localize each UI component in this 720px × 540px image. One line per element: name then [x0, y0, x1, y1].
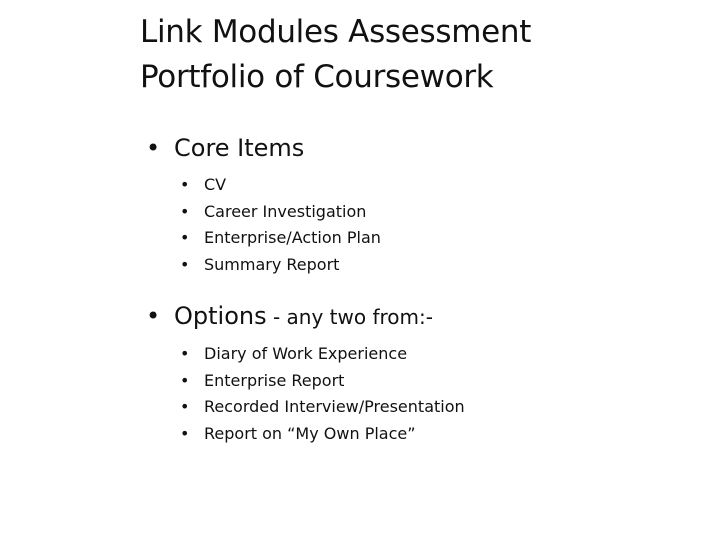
core-items-list [146, 172, 706, 279]
list-item-text: Enterprise/Action Plan [204, 228, 381, 248]
list-item-text: Career Investigation [204, 201, 367, 221]
bullet-icon: • [180, 228, 190, 248]
core-items-heading-text: Core Items [174, 134, 305, 162]
bullet-icon: • [180, 201, 190, 221]
options-section [146, 300, 706, 448]
list-item [146, 199, 706, 226]
list-item [146, 394, 706, 421]
list-item-text: Recorded Interview/Presentation [204, 397, 465, 417]
options-heading-text: Options [174, 302, 267, 330]
list-item [146, 421, 706, 448]
options-heading [146, 300, 706, 333]
list-item [146, 225, 706, 252]
bullet-icon: • [180, 370, 190, 390]
options-list [146, 341, 706, 448]
list-item [146, 368, 706, 395]
bullet-icon: • [180, 175, 190, 194]
list-item-text: Summary Report [204, 255, 340, 275]
title-line-2: Portfolio of Coursework [140, 59, 494, 95]
bullet-icon: • [146, 302, 161, 330]
list-item-text: Report on “My Own Place” [204, 424, 416, 444]
core-items-section [146, 132, 706, 279]
bullet-icon: • [180, 255, 190, 275]
title-line-1: Link Modules Assessment [140, 14, 532, 50]
bullet-icon: • [180, 424, 190, 444]
options-heading-suffix: - any two from:- [266, 305, 433, 329]
list-item-text: Enterprise Report [204, 370, 345, 390]
list-item [146, 252, 706, 279]
list-item [146, 172, 706, 199]
list-item-text: CV [204, 175, 227, 194]
list-item-text: Diary of Work Experience [204, 344, 408, 363]
page-title [140, 10, 700, 100]
list-item [146, 341, 706, 368]
bullet-icon: • [180, 344, 190, 363]
core-items-heading [146, 132, 706, 164]
bullet-icon: • [146, 134, 161, 162]
bullet-icon: • [180, 397, 190, 417]
